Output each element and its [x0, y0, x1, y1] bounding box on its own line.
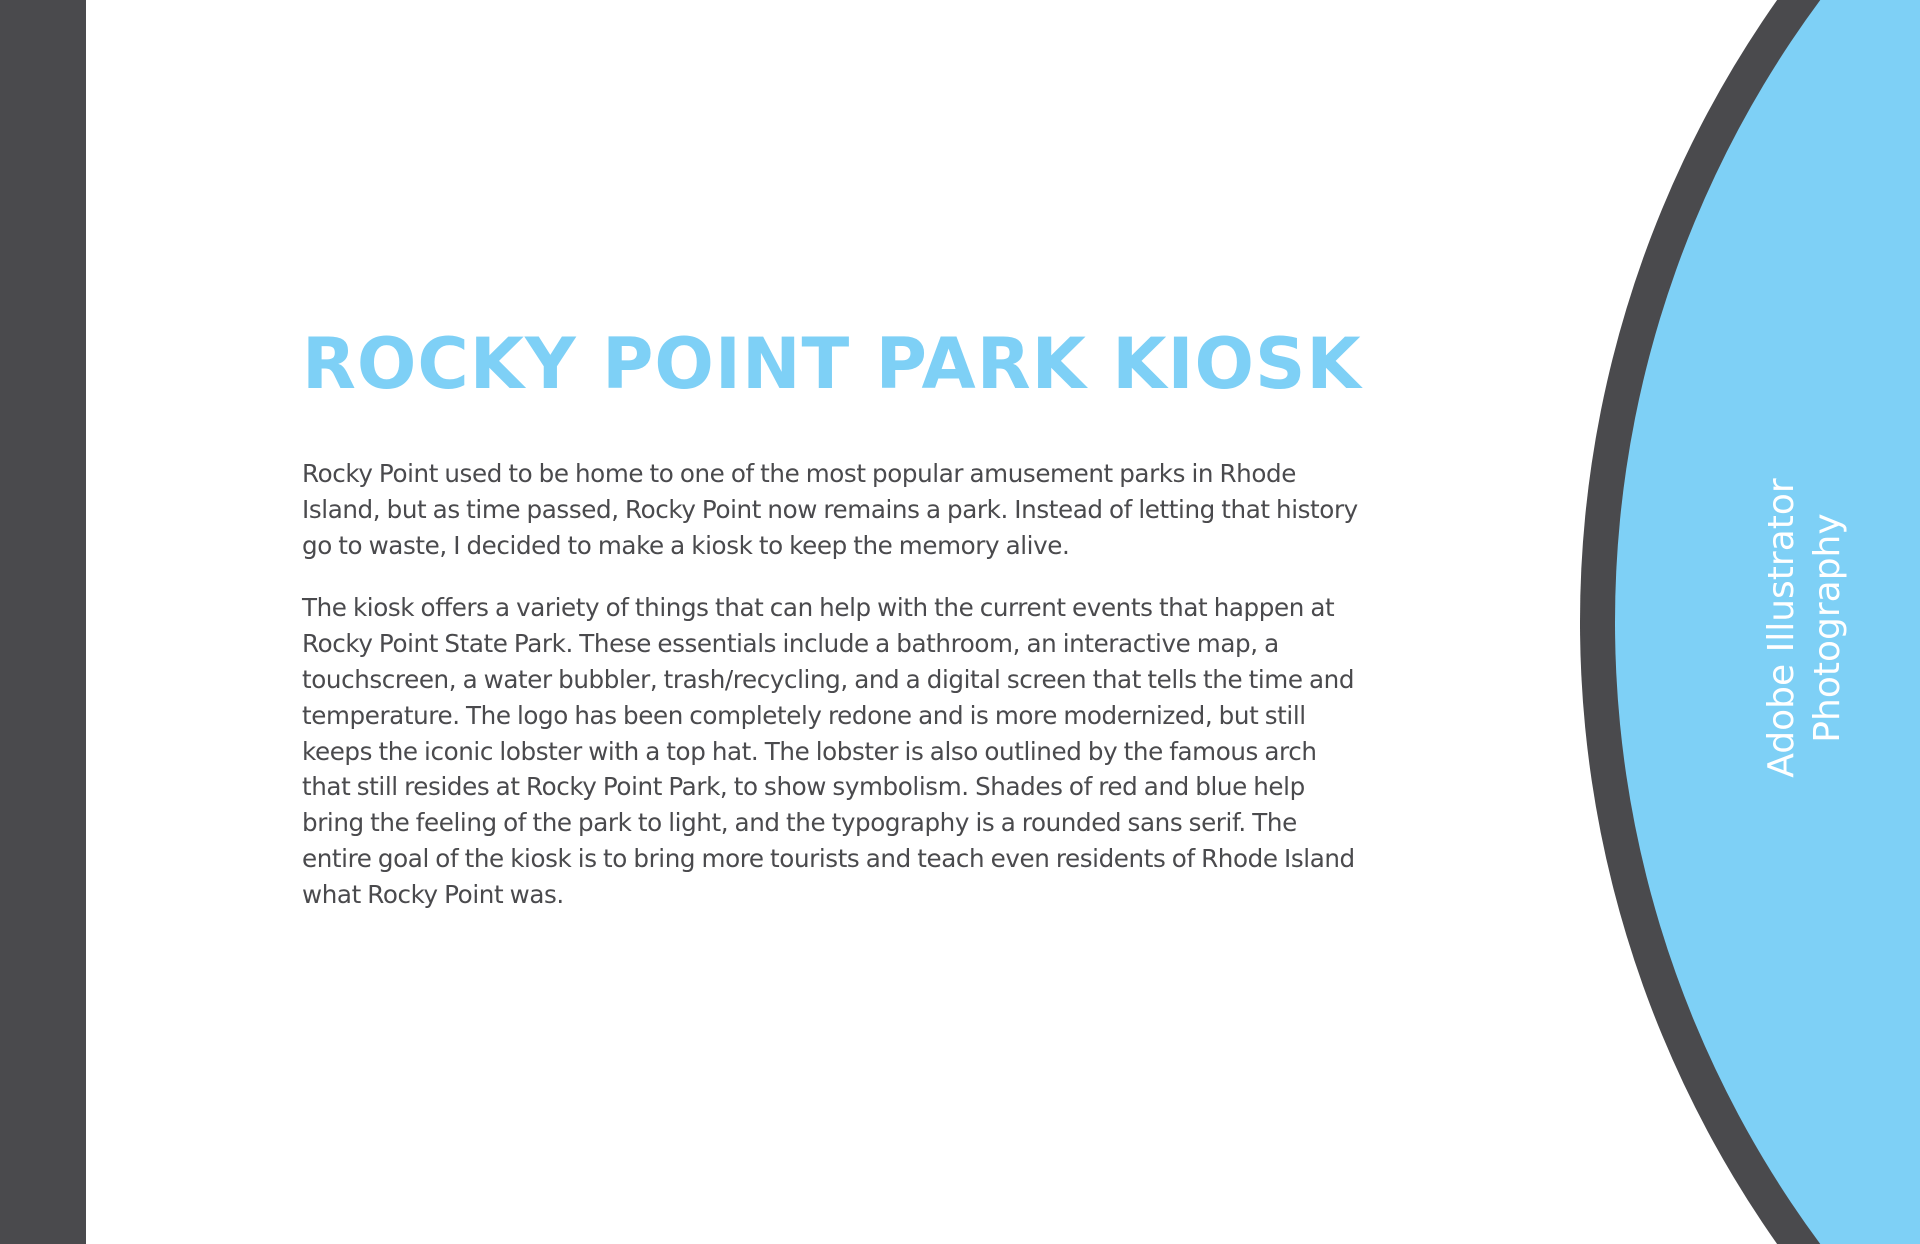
tool-label-photography: Photography — [1807, 513, 1848, 743]
page-title: ROCKY POINT PARK KIOSK — [302, 323, 1362, 405]
tool-label-illustrator: Adobe Illustrator — [1761, 478, 1802, 778]
main-content — [302, 322, 1362, 913]
intro-paragraph: Rocky Point used to be home to one of the most popular amusement parks in Rhode Island, but as time passed, Rocky Point now remains a park. Instead of letting that history go to waste, I decided to make a kiosk to keep the memory alive. — [302, 459, 1358, 560]
side-tools-label — [1759, 478, 1851, 777]
details-paragraph: The kiosk offers a variety of things that can help with the current events that happen at Rocky Point State Park. These essentials include a bathroom, an interactive map, a touchscreen, a water bubbler, trash/recycling, and a digital screen that tells the time and temperature. The logo has been completely redone and is more modernized, but still keeps the iconic lobster with a top hat. The lobster is also outlined by the famous arch that still resides at Rocky Point Park, to show symbolism. Shades of red and blue help bring the feeling of the park to light, and the typography is a rounded sans serif. The entire goal of the kiosk is to bring more tourists and teach even residents of Rhode Island what Rocky Point was. — [302, 593, 1355, 909]
